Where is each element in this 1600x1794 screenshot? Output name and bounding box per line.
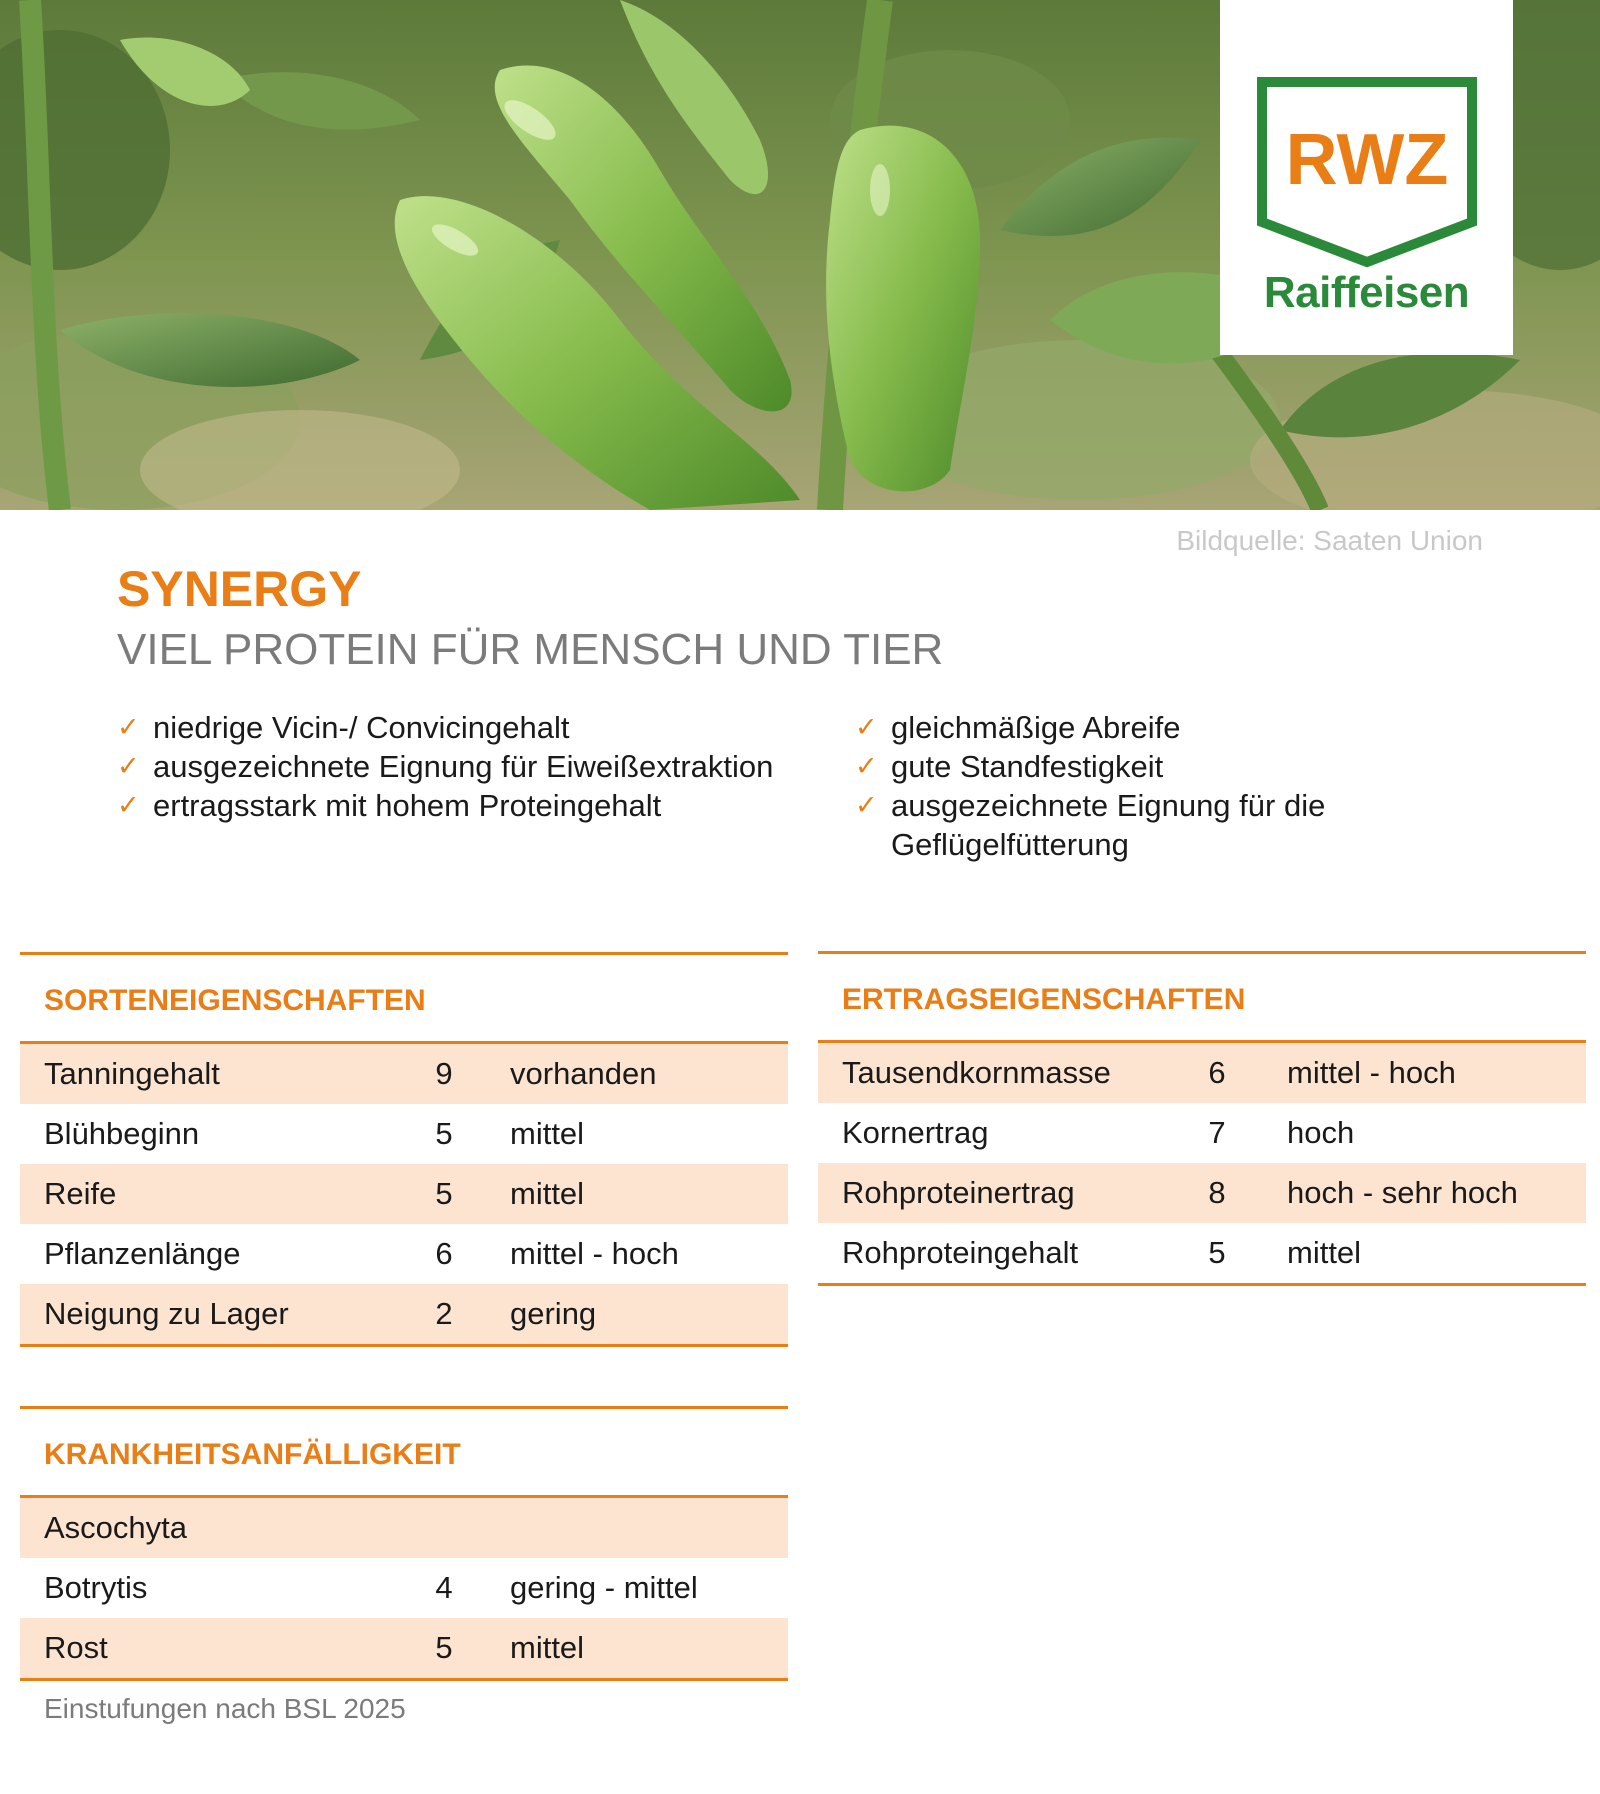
sorteneigenschaften-table xyxy=(20,952,788,1347)
feature-item xyxy=(855,786,1495,864)
row-rating: vorhanden xyxy=(510,1056,657,1091)
row-rating: mittel xyxy=(510,1176,585,1211)
check-icon: ✓ xyxy=(117,751,140,782)
row-label: Rost xyxy=(44,1630,108,1665)
logo-name: Raiffeisen xyxy=(1263,268,1470,317)
row-score: 6 xyxy=(1208,1055,1226,1090)
table-body xyxy=(818,1043,1586,1283)
row-score: 5 xyxy=(1208,1235,1226,1270)
table-row xyxy=(20,1558,788,1618)
row-rating: mittel xyxy=(1287,1235,1362,1270)
row-rating: hoch - sehr hoch xyxy=(1287,1175,1518,1210)
feature-text: niedrige Vicin-/ Convicingehalt xyxy=(153,710,570,745)
table-body xyxy=(20,1498,788,1678)
feature-list-right xyxy=(855,708,1495,864)
check-icon: ✓ xyxy=(855,712,878,743)
table-row xyxy=(818,1103,1586,1163)
feature-text: gute Standfestigkeit xyxy=(891,749,1164,784)
row-rating: gering xyxy=(510,1296,597,1331)
page-subtitle: VIEL PROTEIN FÜR MENSCH UND TIER xyxy=(117,625,944,674)
table-row xyxy=(20,1044,788,1104)
row-score: 5 xyxy=(435,1176,453,1211)
feature-text: ausgezeichnete Eignung für Eiweißextraktion xyxy=(153,749,774,784)
table-row xyxy=(818,1043,1586,1103)
row-label: Botrytis xyxy=(44,1570,148,1605)
feature-text: ertragsstark mit hohem Proteingehalt xyxy=(153,788,662,823)
feature-item xyxy=(117,747,777,786)
row-score: 7 xyxy=(1208,1115,1226,1150)
image-credit: Bildquelle: Saaten Union xyxy=(1176,525,1483,556)
check-icon: ✓ xyxy=(117,790,140,821)
feature-item xyxy=(855,747,1495,786)
row-rating: hoch xyxy=(1287,1115,1355,1150)
table-row xyxy=(818,1223,1586,1283)
table-heading: SORTENEIGENSCHAFTEN xyxy=(20,955,788,1044)
row-rating: mittel xyxy=(510,1116,585,1151)
row-label: Pflanzenlänge xyxy=(44,1236,241,1271)
row-label: Rohproteinertrag xyxy=(842,1175,1075,1210)
divider xyxy=(20,1678,788,1681)
logo-mark: RWZ xyxy=(1285,120,1449,200)
divider xyxy=(818,1283,1586,1286)
row-rating: gering - mittel xyxy=(510,1570,698,1605)
table-row xyxy=(20,1284,788,1344)
feature-list-left xyxy=(117,708,777,825)
feature-item xyxy=(117,786,777,825)
row-label: Neigung zu Lager xyxy=(44,1296,289,1331)
feature-item xyxy=(117,708,777,747)
row-label: Reife xyxy=(44,1176,117,1211)
ertragseigenschaften-table xyxy=(818,951,1586,1286)
row-score: 5 xyxy=(435,1116,453,1151)
row-score: 8 xyxy=(1208,1175,1226,1210)
row-rating: mittel xyxy=(510,1630,585,1665)
feature-text: ausgezeichnete Eignung für die Geflügelfütterung xyxy=(891,788,1326,862)
row-rating: mittel - hoch xyxy=(510,1236,679,1271)
table-heading: KRANKHEITSANFÄLLIGKEIT xyxy=(20,1409,788,1498)
table-row xyxy=(20,1164,788,1224)
row-score: 2 xyxy=(435,1296,453,1331)
feature-item xyxy=(855,708,1495,747)
rwz-logo xyxy=(1220,0,1513,355)
table-row xyxy=(20,1104,788,1164)
table-body xyxy=(20,1044,788,1344)
check-icon: ✓ xyxy=(855,790,878,821)
row-rating: mittel - hoch xyxy=(1287,1055,1456,1090)
table-heading: ERTRAGSEIGENSCHAFTEN xyxy=(818,954,1586,1043)
check-icon: ✓ xyxy=(855,751,878,782)
table-row xyxy=(20,1618,788,1678)
hero-photo xyxy=(0,0,1600,510)
row-label: Ascochyta xyxy=(44,1510,188,1545)
row-score: 9 xyxy=(435,1056,453,1091)
row-score: 4 xyxy=(435,1570,453,1605)
krankheitsanfaelligkeit-table xyxy=(20,1406,788,1681)
row-label: Kornertrag xyxy=(842,1115,989,1150)
row-score: 6 xyxy=(435,1236,453,1271)
row-label: Rohproteingehalt xyxy=(842,1235,1079,1270)
page-title: SYNERGY xyxy=(117,561,362,617)
feature-text: gleichmäßige Abreife xyxy=(891,710,1181,745)
table-row xyxy=(818,1163,1586,1223)
divider xyxy=(20,1344,788,1347)
table-row xyxy=(20,1498,788,1558)
footnote: Einstufungen nach BSL 2025 xyxy=(44,1693,406,1724)
row-label: Tausendkornmasse xyxy=(842,1055,1111,1090)
table-row xyxy=(20,1224,788,1284)
row-label: Blühbeginn xyxy=(44,1116,200,1151)
row-label: Tanningehalt xyxy=(44,1056,220,1091)
row-score: 5 xyxy=(435,1630,453,1665)
check-icon: ✓ xyxy=(117,712,140,743)
